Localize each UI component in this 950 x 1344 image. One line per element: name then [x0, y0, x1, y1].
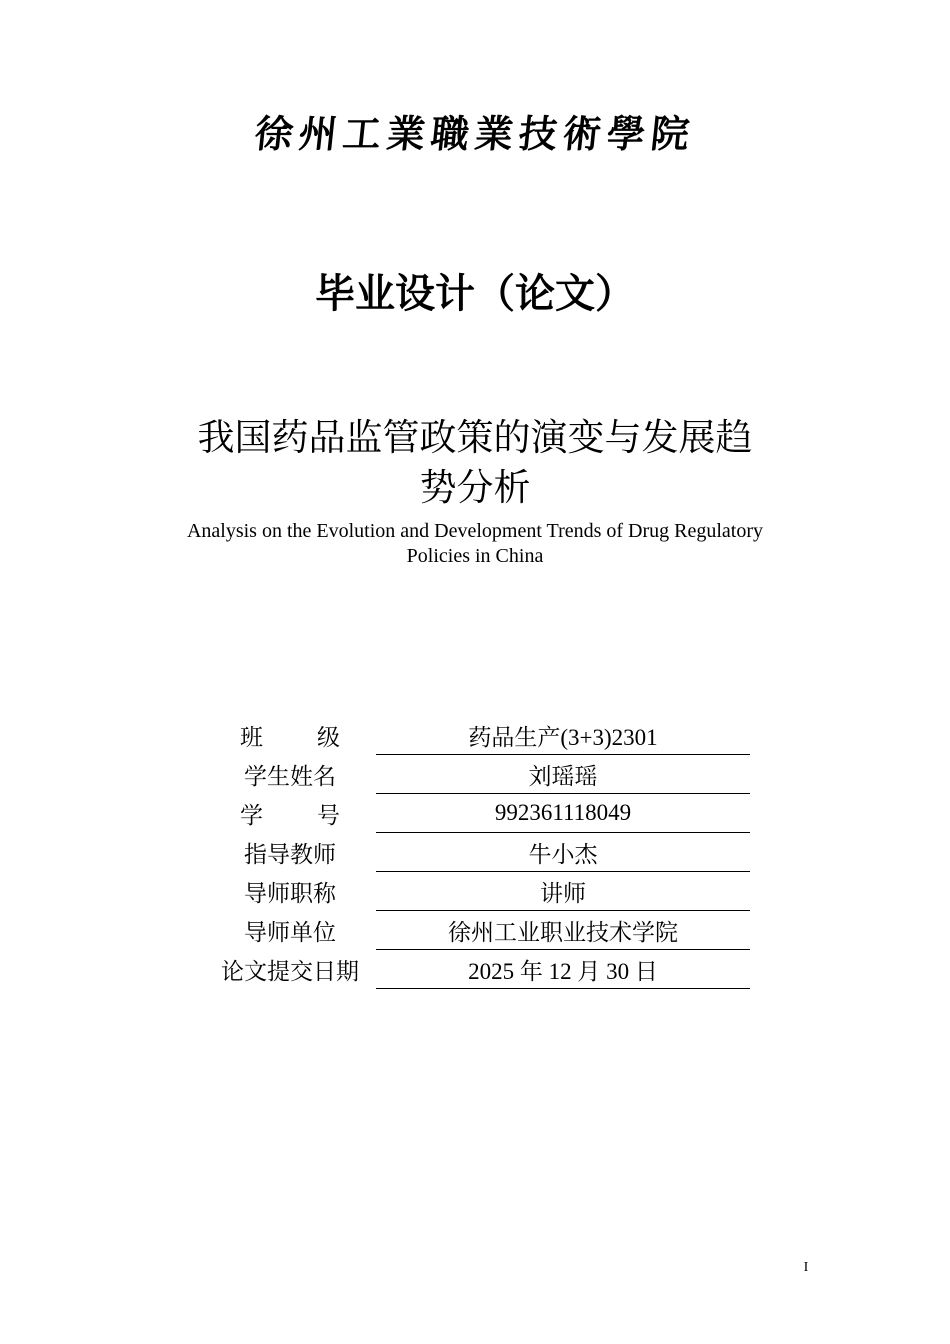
info-label-cell [204, 872, 376, 911]
english-title-line-2: Policies in China [406, 545, 544, 567]
info-label-cell [204, 911, 376, 950]
info-row-advisor [204, 833, 750, 872]
info-row-advisor-title [204, 872, 750, 911]
advisor-label: 指导教师 [244, 841, 336, 868]
advisor-value: 牛小杰 [376, 833, 750, 872]
student-name-label: 学生姓名 [244, 763, 336, 790]
student-name-value: 刘瑶瑶 [376, 755, 750, 794]
english-title-line-1: Analysis on the Evolution and Development Trends of Drug Regulatory [186, 520, 764, 542]
info-row-student-name [204, 755, 750, 794]
submission-date-value: 2025 年 12 月 30 日 [376, 950, 750, 989]
info-label-cell [204, 950, 376, 989]
institution-logo: 徐州工業職業技術學院 [252, 111, 698, 156]
class-label: 班级 [240, 724, 340, 751]
chinese-title [150, 413, 800, 513]
info-label-cell [204, 833, 376, 872]
submission-date-label: 论文提交日期 [221, 958, 359, 985]
class-value: 药品生产(3+3)2301 [376, 716, 750, 755]
english-title [120, 519, 830, 569]
advisor-title-value: 讲师 [376, 872, 750, 911]
page-number: I [803, 1260, 809, 1275]
advisor-title-label: 导师职称 [244, 880, 336, 907]
info-label-cell [204, 755, 376, 794]
advisor-unit-value: 徐州工业职业技术学院 [376, 911, 750, 950]
student-info-table [204, 716, 750, 989]
info-row-student-id [204, 794, 750, 833]
student-id-value: 992361118049 [376, 794, 750, 833]
info-row-advisor-unit [204, 911, 750, 950]
info-label-cell [204, 716, 376, 755]
advisor-unit-label: 导师单位 [244, 919, 336, 946]
chinese-title-line-2: 势分析 [419, 466, 531, 509]
thesis-type-heading: 毕业设计（论文） [315, 271, 635, 317]
info-row-class [204, 716, 750, 755]
student-id-label: 学号 [240, 802, 340, 829]
info-label-cell [204, 794, 376, 833]
chinese-title-line-1: 我国药品监管政策的演变与发展趋 [197, 416, 753, 459]
info-row-submission-date [204, 950, 750, 989]
